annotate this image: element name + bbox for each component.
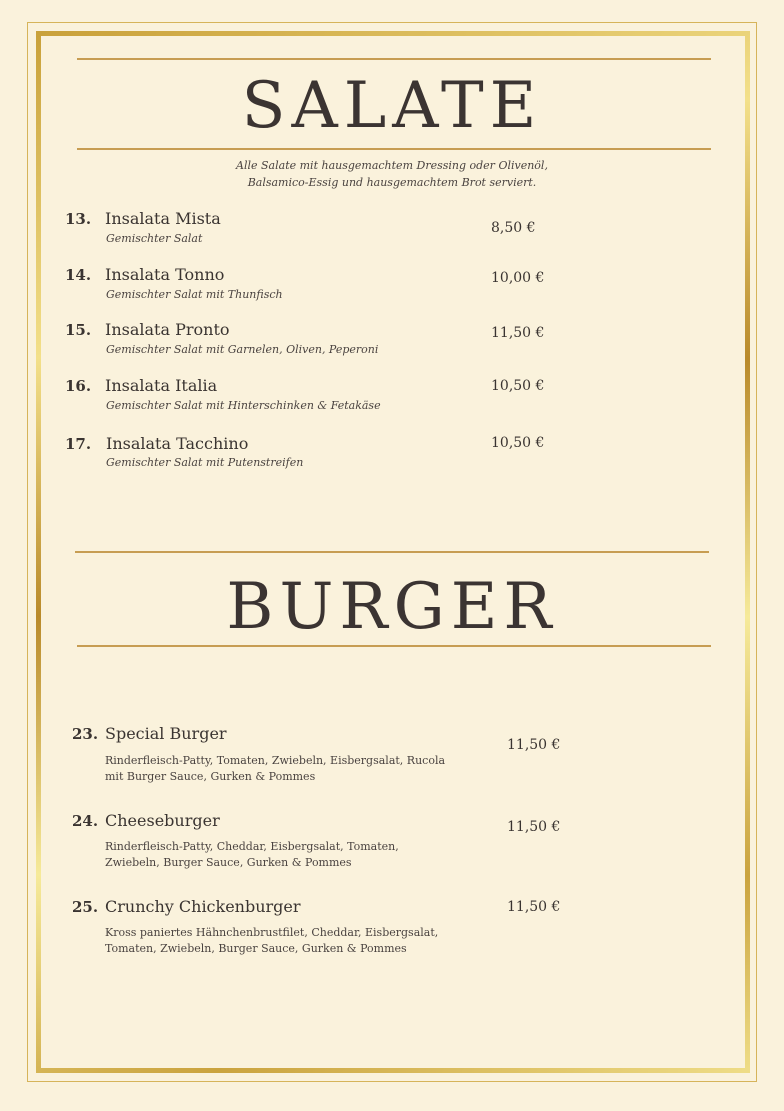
burger-top-rule: [75, 551, 709, 553]
item-name: Cheeseburger: [105, 811, 220, 830]
item-price: 11,50 €: [491, 325, 545, 341]
item-description-line-1: Rinderfleisch-Patty, Cheddar, Eisbergsalat, Tomaten,: [105, 840, 399, 853]
item-price: 11,50 €: [507, 819, 561, 835]
item-description: Gemischter Salat: [106, 232, 203, 245]
burger-title: BURGER: [226, 570, 558, 644]
item-name: Insalata Tonno: [105, 265, 225, 284]
item-description-line-2: Tomaten, Zwiebeln, Burger Sauce, Gurken & Pommes: [105, 942, 407, 955]
item-name: Insalata Pronto: [105, 320, 230, 339]
item-price: 8,50 €: [491, 220, 536, 236]
item-price: 11,50 €: [507, 737, 561, 753]
item-description: Gemischter Salat mit Garnelen, Oliven, Peperoni: [106, 343, 379, 356]
item-price: 10,50 €: [491, 435, 545, 451]
salate-bottom-rule: [77, 148, 711, 150]
item-number: 14.: [65, 266, 92, 284]
salate-intro-line-1: Alle Salate mit hausgemachtem Dressing oder Olivenöl,: [236, 159, 548, 172]
salate-intro-line-2: Balsamico-Essig und hausgemachtem Brot serviert.: [247, 176, 537, 189]
item-number: 23.: [72, 725, 99, 743]
item-name: Insalata Italia: [105, 376, 218, 395]
item-description-line-1: Kross paniertes Hähnchenbrustfilet, Cheddar, Eisbergsalat,: [105, 926, 439, 939]
item-number: 16.: [65, 377, 92, 395]
item-price: 11,50 €: [507, 899, 561, 915]
item-number: 13.: [65, 210, 92, 228]
salate-title: SALATE: [241, 69, 543, 143]
item-price: 10,00 €: [491, 270, 545, 286]
item-name: Crunchy Chickenburger: [105, 897, 301, 916]
item-description: Gemischter Salat mit Thunfisch: [106, 288, 283, 301]
item-name: Insalata Tacchino: [106, 434, 249, 453]
item-number: 15.: [65, 321, 92, 339]
item-number: 17.: [65, 435, 92, 453]
item-description-line-2: mit Burger Sauce, Gurken & Pommes: [105, 770, 316, 783]
burger-bottom-rule: [77, 645, 711, 647]
item-price: 10,50 €: [491, 378, 545, 394]
item-number: 25.: [72, 898, 99, 916]
item-description-line-1: Rinderfleisch-Patty, Tomaten, Zwiebeln, Eisbergsalat, Rucola: [105, 754, 446, 767]
item-name: Special Burger: [105, 724, 227, 743]
item-name: Insalata Mista: [105, 209, 221, 228]
item-number: 24.: [72, 812, 99, 830]
item-description: Gemischter Salat mit Putenstreifen: [106, 456, 304, 469]
salate-top-rule: [77, 58, 711, 60]
item-description-line-2: Zwiebeln, Burger Sauce, Gurken & Pommes: [105, 856, 352, 869]
item-description: Gemischter Salat mit Hinterschinken & Fetakäse: [106, 399, 381, 412]
